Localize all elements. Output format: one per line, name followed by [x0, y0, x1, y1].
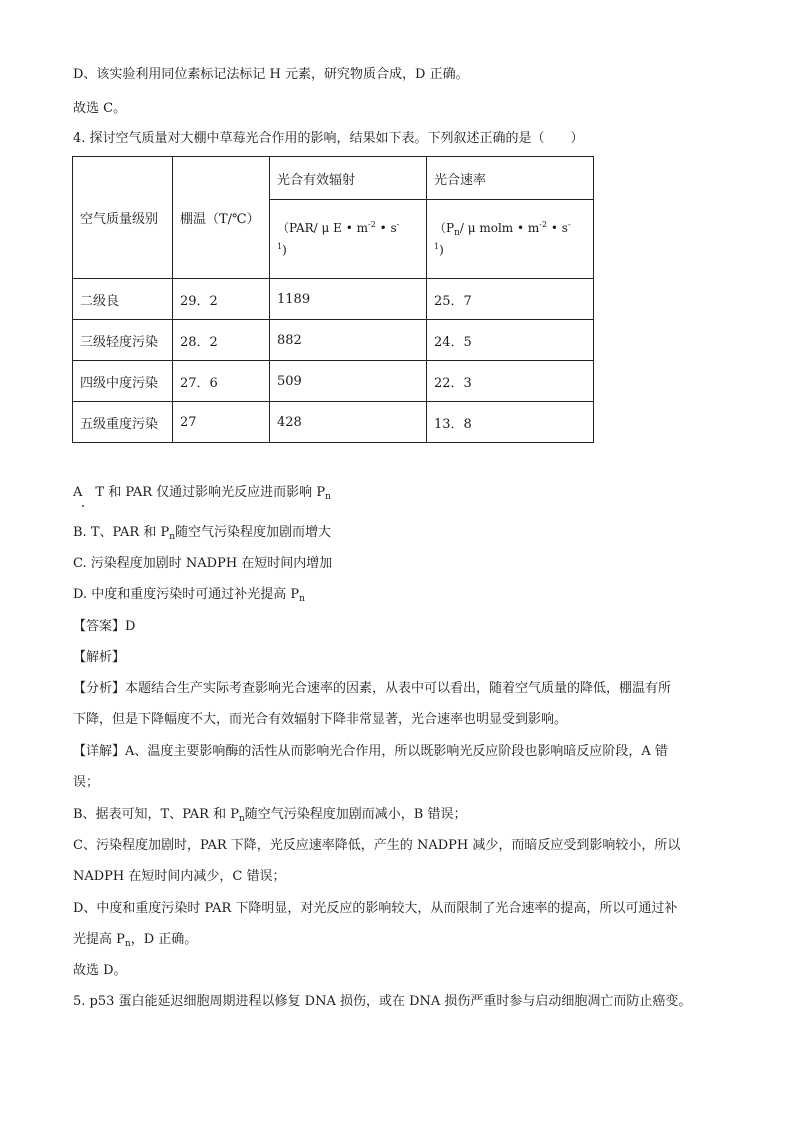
cell-pn: 13．8 [427, 402, 594, 443]
cell-temperature: 29．2 [173, 279, 270, 320]
option-b: B. T、PAR 和 $P_n$随空气污染程度加剧而增大 [73, 525, 332, 542]
detail-line: D、中度和重度污染时 PAR 下降明显，对光反应的影响较大，从而限制了光合速率的提高，所以可通过补 [73, 901, 678, 916]
cell-temperature: 27 [173, 402, 270, 443]
cell-pn: 22．3 [427, 361, 594, 402]
detail-line: NADPH 在短时间内减少，C 错误； [73, 869, 286, 884]
stray-dot [82, 505, 84, 507]
cell-level: 四级中度污染 [73, 361, 173, 402]
table-row [73, 402, 594, 443]
detail-line: 【详解】A、温度主要影响酶的活性从而影响光合作用，所以既影响光反应阶段也影响暗反应阶段，A 错 [73, 744, 668, 759]
cell-pn: 24．5 [427, 320, 594, 361]
analysis-label: 【解析】 [73, 650, 126, 665]
header-pn: 光合速率 [427, 157, 594, 200]
table-row [73, 320, 594, 361]
cell-level: 二级良 [73, 279, 173, 320]
cell-temperature: 28．2 [173, 320, 270, 361]
header-pn-unit: （$P_n/$ μ molm • $m^{-2}$ • s- $^1$) [427, 200, 594, 279]
conclusion-line: 故选 D。 [73, 963, 127, 978]
cell-par: 509 [270, 361, 427, 402]
cell-level: 五级重度污染 [73, 402, 173, 443]
header-air-quality: 空气质量级别 [73, 157, 173, 279]
detail-line: B、据表可知，T、PAR 和 $P_n$随空气污染程度加剧而减小，B 错误； [73, 807, 467, 824]
detail-line: C、污染程度加剧时，PAR 下降，光反应速率降低，产生的 NADPH 减少，而暗反应受到影响较小，所以 [73, 838, 681, 853]
cell-pn: 25．7 [427, 279, 594, 320]
text-line: D、该实验利用同位素标记法标记 H 元素，研究物质合成，D 正确。 [73, 67, 469, 82]
question-4-stem: 4. 探讨空气质量对大棚中草莓光合作用的影响，结果如下表。下列叙述正确的是（ ） [73, 131, 584, 146]
option-c: C. 污染程度加剧时 NADPH 在短时间内增加 [73, 556, 333, 571]
cell-par: 882 [270, 320, 427, 361]
table-row [73, 361, 594, 402]
cell-par: 1189 [270, 279, 427, 320]
detail-line: 光提高 $P_n$，D 正确。 [73, 932, 198, 949]
header-par-unit: （PAR/ μ E • $m^{-2}$ • s- $^1$) [270, 200, 427, 279]
header-par: 光合有效辐射 [270, 157, 427, 200]
analysis-line: 下降，但是下降幅度不大，而光合有效辐射下降非常显著，光合速率也明显受到影响。 [73, 712, 568, 727]
detail-line: 误； [73, 775, 100, 790]
cell-par: 428 [270, 402, 427, 443]
answer-label: 【答案】D [73, 619, 136, 634]
cell-level: 三级轻度污染 [73, 320, 173, 361]
cell-temperature: 27．6 [173, 361, 270, 402]
table-row [73, 279, 594, 320]
option-d: D. 中度和重度污染时可通过补光提高 $P_n$ [73, 587, 305, 604]
air-quality-table [72, 156, 594, 443]
analysis-line: 【分析】本题结合生产实际考查影响光合速率的因素，从表中可以看出，随着空气质量的降低，棚温有所 [73, 681, 672, 696]
question-5-stem: 5. p53 蛋白能延迟细胞周期进程以修复 DNA 损伤，或在 DNA 损伤严重时参与启动细胞凋亡而防止癌变。 [73, 994, 692, 1009]
text-line: 故选 C。 [73, 101, 127, 116]
header-temperature: 棚温（T/℃） [173, 157, 270, 279]
option-a: A T 和 PAR 仅通过影响光反应进而影响 $P_n$ [73, 485, 331, 502]
